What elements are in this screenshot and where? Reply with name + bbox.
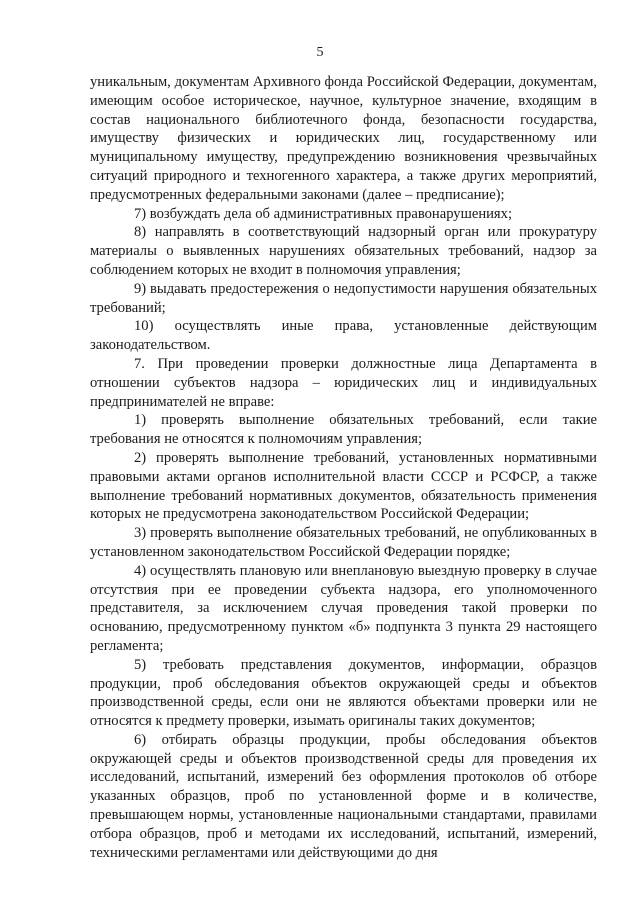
document-body (90, 73, 597, 862)
list-item-8: 8) направлять в соответствующий надзорный орган или прокуратуру материалы о выявленных нарушениях обязательных требований, надзор за соблюдением которых не входит в полномочия управления; (90, 224, 597, 278)
restriction-item-6: 6) отбирать образцы продукции, пробы обследования объектов окружающей среды и объектов производственной среды для проведения их исследований, испытаний, измерений без оформления протоколов об отборе указанных образцов, проб по установленной форме и в количестве, превышающем нормы, установленные национальными стандартами, правилами отбора образцов, проб и методами их исследований, испытаний, измерений, техническими регламентами или действующими до дня (90, 731, 597, 861)
restriction-item-1: 1) проверять выполнение обязательных требований, если такие требования не относятся к полномочиям управления; (90, 412, 597, 448)
paragraph-continuation: уникальным, документам Архивного фонда Российской Федерации, документам, имеющим особое историческое, научное, культурное значение, входящим в состав национального библиотечного фонда, безопасности государства, имуществу физических и юридических лиц, государственному или муниципальному имуществу, предупреждению возникновения чрезвычайных ситуаций природного и техногенного характера, а также других мероприятий, предусмотренных федеральными законами (далее – предписание); (90, 74, 597, 203)
list-item-9: 9) выдавать предостережения о недопустимости нарушения обязательных требований; (90, 280, 597, 316)
restriction-item-3: 3) проверять выполнение обязательных требований, не опубликованных в установленном законодательством Российской Федерации порядке; (90, 525, 597, 560)
list-item-7: 7) возбуждать дела об административных правонарушениях; (134, 205, 512, 222)
page-number: 5 (316, 45, 324, 60)
list-item-10: 10) осуществлять иные права, установленные действующим законодательством. (90, 318, 597, 354)
restriction-item-4: 4) осуществлять плановую или внеплановую выездную проверку в случае отсутствия при ее проведении субъекта надзора, его уполномоченного представителя, за исключением случая проведения такой проверки по основанию, предусмотренному пунктом «б» подпункта 3 пункта 29 настоящего регламента; (90, 562, 597, 654)
section-7-paragraph: 7. При проведении проверки должностные лица Департамента в отношении субъектов надзора – юридических лиц и индивидуальных предпринимателей не вправе: (90, 355, 597, 410)
restriction-item-5: 5) требовать представления документов, информации, образцов продукции, проб обследования объектов окружающей среды и объектов производственной среды, если они не являются объектами проверки или не относятся к предмету проверки, изымать оригиналы таких документов; (90, 656, 597, 730)
restriction-item-2: 2) проверять выполнение требований, установленных нормативными правовыми актами органов исполнительной власти СССР и РСФСР, а также выполнение требований нормативных документов, обязательность применения которых не предусмотрена законодательством Российской Федерации; (90, 449, 597, 523)
